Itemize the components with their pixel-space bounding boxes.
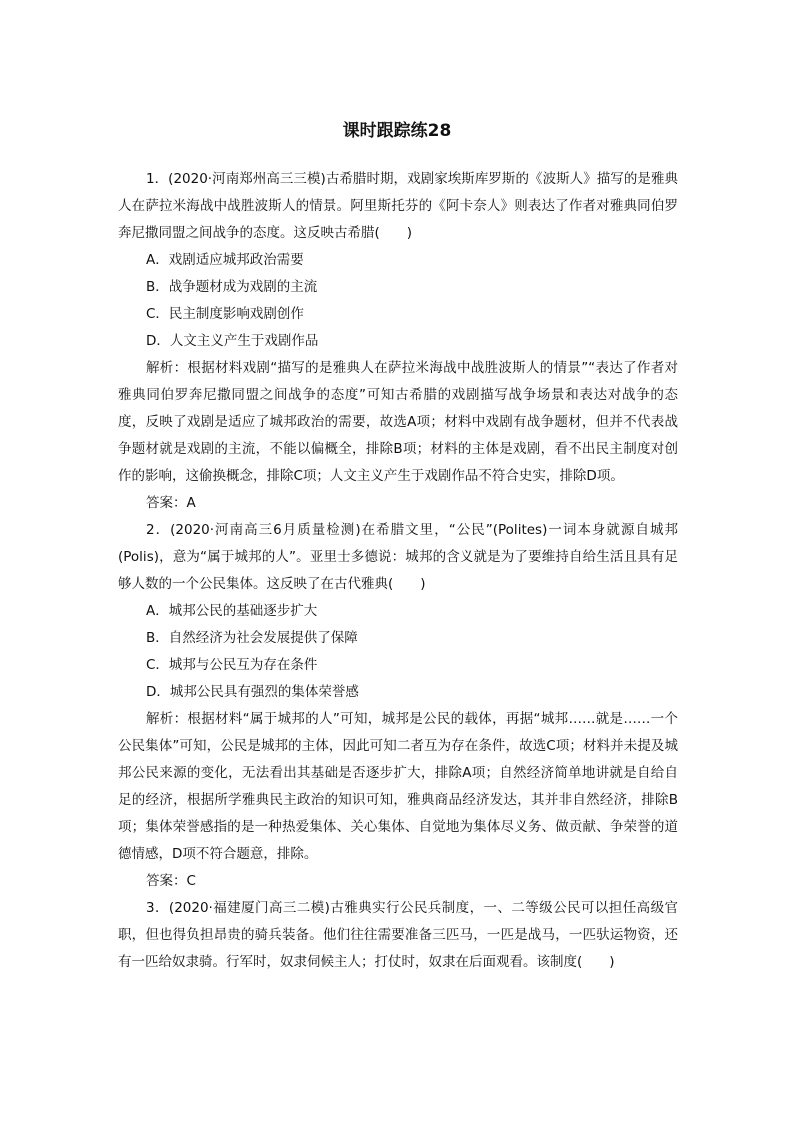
question-1-stem: 1．(2020·河南郑州高三三模)古希腊时期，戏剧家埃斯库罗斯的《波斯人》描写的是雅典人在萨拉米海战中战胜波斯人的情景。阿里斯托芬的《阿卡奈人》则表达了作者对雅典同伯罗奔尼撒同盟之间战争的态度。这反映古希腊( ): [118, 171, 678, 241]
question-2-option-d: D．城邦公民具有强烈的集体荣誉感: [146, 684, 359, 700]
page-title: 课时跟踪练28: [342, 121, 452, 141]
question-2-stem: 2．(2020·河南高三6月质量检测)在希腊文里，“公民”(Polites)一词本身就源自城邦(Polis)，意为“属于城邦的人”。亚里士多德说：城邦的含义就是为了要维持自给生活且具有足够人数的一个公民集体。这反映了在古代雅典( ): [118, 522, 678, 592]
question-1-option-a: A．戏剧适应城邦政治需要: [146, 252, 304, 268]
question-1-answer: 答案：A: [146, 495, 196, 511]
document-body: [118, 166, 678, 976]
question-2-option-a: A．城邦公民的基础逐步扩大: [146, 603, 318, 619]
question-1-option-b: B．战争题材成为戏剧的主流: [146, 279, 318, 295]
question-2-analysis: 解析：根据材料“属于城邦的人”可知，城邦是公民的载体，再据“城邦……就是……一个公民集体”可知，公民是城邦的主体，因此可知二者互为存在条件，故选C项；材料并未提及城邦公民来源的变化，无法看出其基础是否逐步扩大，排除A项；自然经济简单地讲就是自给自足的经济，根据所学雅典民主政治的知识可知，雅典商品经济发达，其并非自然经济，排除B项；集体荣誉感指的是一种热爱集体、关心集体、自觉地为集体尽义务、做贡献、争荣誉的道德情感，D项不符合题意，排除。: [118, 711, 678, 862]
question-2-option-b: B．自然经济为社会发展提供了保障: [146, 630, 358, 646]
question-1-option-c: C．民主制度影响戏剧创作: [146, 306, 304, 322]
question-1-analysis: 解析：根据材料戏剧“描写的是雅典人在萨拉米海战中战胜波斯人的情景”“表达了作者对雅典同伯罗奔尼撒同盟之间战争的态度”可知古希腊的戏剧描写战争场景和表达对战争的态度，反映了戏剧是适应了城邦政治的需要，故选A项；材料中戏剧有战争题材，但并不代表战争题材就是戏剧的主流，不能以偏概全，排除B项；材料的主体是戏剧，看不出民主制度对创作的影响，这偷换概念，排除C项；人文主义产生于戏剧作品不符合史实，排除D项。: [118, 360, 678, 484]
question-2-answer: 答案：C: [146, 873, 196, 889]
question-1-option-d: D．人文主义产生于戏剧作品: [146, 333, 319, 349]
question-3-stem: 3．(2020·福建厦门高三二模)古雅典实行公民兵制度，一、二等级公民可以担任高级官职，但也得负担昂贵的骑兵装备。他们往往需要准备三匹马，一匹是战马，一匹驮运物资，还有一匹给奴隶骑。行军时，奴隶伺候主人；打仗时，奴隶在后面观看。该制度( ): [118, 900, 678, 970]
question-2-option-c: C．城邦与公民互为存在条件: [146, 657, 318, 673]
